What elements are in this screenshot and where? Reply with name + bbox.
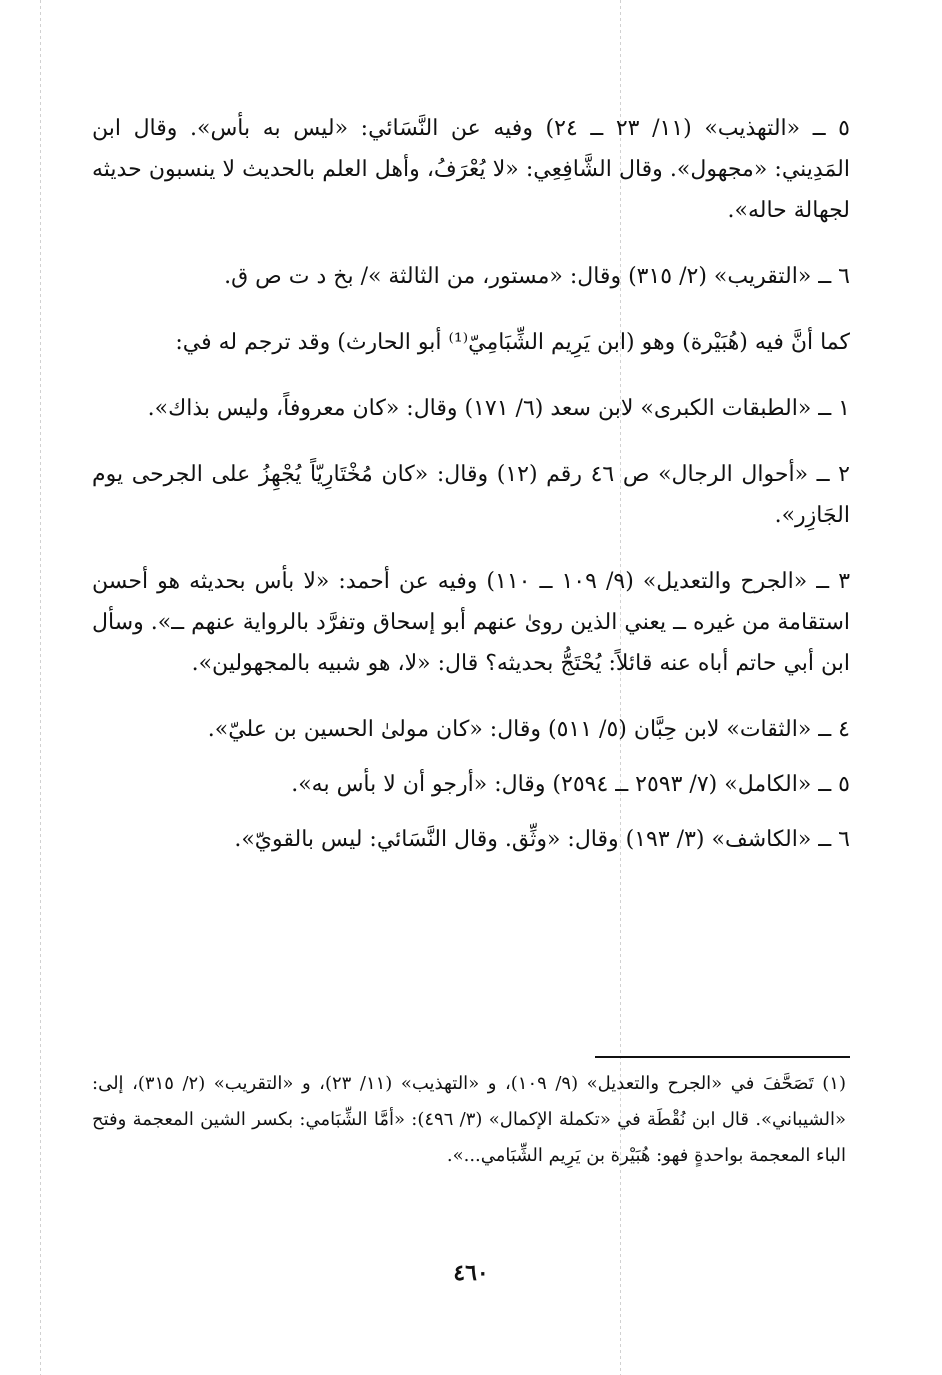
paragraph-hubayra-intro: كما أنَّ فيه (هُبَيْرة) وهو (ابن يَرِيم الشِّبَامِيّ⁽¹⁾ أبو الحارث) وقد ترجم له في: — [175, 330, 850, 355]
main-text-block — [92, 108, 850, 860]
paragraph-taqrib: ٦ ــ «التقريب» (٢/ ٣١٥) وقال: «مستور، من الثالثة »/ بخ د ت ص ق. — [224, 264, 850, 289]
page-number: ٤٦٠ — [453, 1260, 489, 1286]
footnotes-block — [92, 1066, 846, 1174]
paragraph-kamil: ٥ ــ «الكامل» (٧/ ٢٥٩٣ ــ ٢٥٩٤) وقال: «أرجو أن لا بأس به». — [291, 772, 850, 797]
paragraph-thiqat: ٤ ــ «الثقات» لابن حِبَّان (٥/ ٥١١) وقال: «كان مولىٰ الحسين بن عليّ». — [207, 717, 850, 742]
footnote-separator — [595, 1056, 850, 1058]
paragraph-tabaqat: ١ ــ «الطبقات الكبرى» لابن سعد (٦/ ١٧١) وقال: «كان معروفاً، وليس بذاك». — [147, 396, 850, 421]
paragraph-tahdhib: ٥ ــ «التهذيب» (١١/ ٢٣ ــ ٢٤) وفيه عن النَّسَائي: «ليس به بأس». وقال ابن المَدِيني: «مجهول». وقال الشَّافِعِي: «لا يُعْرَفُ، وأهل العلم بالحديث لا ينسبون حديثه لجهالة حاله». — [92, 116, 850, 223]
footnote-1: (١) تَصَحَّفَ في «الجرح والتعديل» (٩/ ١٠٩)، و «التهذيب» (١١/ ٢٣)، و «التقريب» (٢/ ٣١٥)، إلى: «الشيباني». قال ابن نُقْطَة في «تكملة الإكمال» (٣/ ٤٩٦): «أمَّا الشِّبَامي: بكسر الشين المعجمة وفتح الباء المعجمة بواحدةٍ فهو: هُبَيْرة بن يَرِيم الشِّبَامي...». — [92, 1073, 846, 1166]
paragraph-kashif: ٦ ــ «الكاشف» (٣/ ١٩٣) وقال: «وثِّق. وقال النَّسَائي: ليس بالقويّ». — [234, 827, 850, 852]
paragraph-jarh-tadil: ٣ ــ «الجرح والتعديل» (٩/ ١٠٩ ــ ١١٠) وفيه عن أحمد: «لا بأس بحديثه هو أحسن استقامة من غيره ــ يعني الذين روىٰ عنهم أبو إسحاق وتفرَّد بالرواية عنهم ــ». وسأل ابن أبي حاتم أباه عنه قائلاً: يُحْتَجُّ بحديثه؟ قال: «لا، هو شبيه بالمجهولين». — [92, 569, 851, 676]
paragraph-ahwal-rijal: ٢ ــ «أحوال الرجال» ص ٤٦ رقم (١٢) وقال: «كان مُخْتَارِيّاً يُجْهِزُ على الجرحى يوم الجَازِر». — [92, 462, 850, 528]
